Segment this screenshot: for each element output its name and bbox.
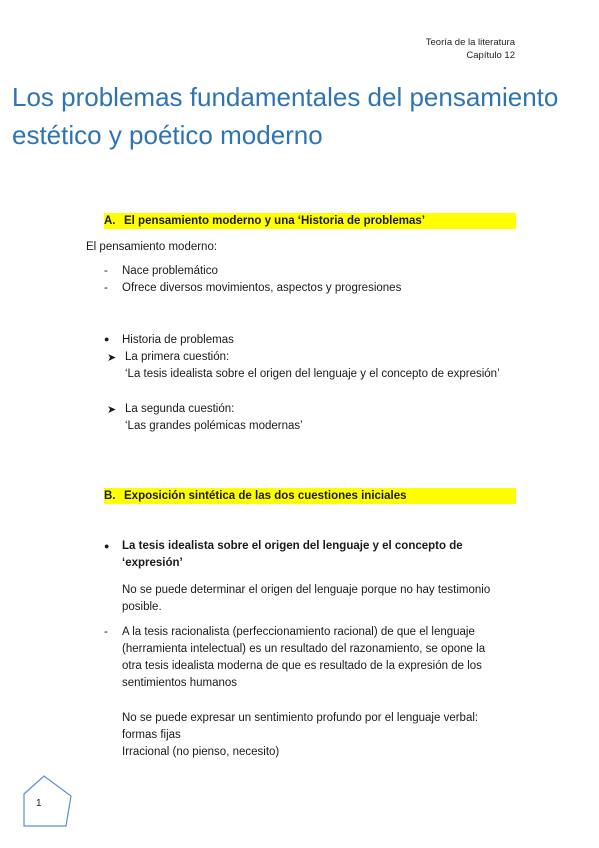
page-title [12,78,582,154]
paragraph-1-line-2: posible. [122,601,162,613]
page-marker-icon [22,774,74,830]
question-1-label: La primera cuestión: [125,351,230,363]
bullet-icon: ● [104,334,110,344]
list-item: Nace problemático [122,265,218,277]
bullet-history: Historia de problemas [122,334,234,346]
section-a-heading [104,213,516,229]
header-course: Teoría de la literatura [425,37,515,48]
section-b-title: Exposición sintética de las dos cuestiones iniciales [124,490,407,502]
bullet-icon: ● [104,541,110,551]
bullet-thesis-line-2: ‘expresión’ [122,557,183,569]
paragraph-3-line-2: formas fijas [122,729,181,741]
section-a-intro: El pensamiento moderno: [86,241,218,253]
running-header [426,36,515,62]
question-1-text: ‘La tesis idealista sobre el origen del lenguaje y el concepto de expresión’ [125,368,500,380]
paragraph-2-line-2: (herramienta intelectual) es un resultado del razonamiento, se opone la [122,643,486,655]
header-chapter: Capítulo 12 [466,50,515,61]
arrow-bullet-icon: ➤ [107,404,117,416]
arrow-bullet-icon: ➤ [107,352,117,364]
page-number: 1 [36,798,42,809]
section-b-letter: B. [104,490,116,502]
paragraph-1-line-1: No se puede determinar el origen del lenguaje porque no hay testimonio [122,584,491,596]
section-b-heading [104,488,516,504]
section-a-title: El pensamiento moderno y una ‘Historia de problemas’ [124,215,425,227]
paragraph-2-line-3: otra tesis idealista moderna de que es resultado de la expresión de los [122,660,482,672]
title-line-1: Los problemas fundamentales del pensamiento [12,82,559,112]
question-2-text: ‘Las grandes polémicas modernas’ [125,420,303,432]
bullet-thesis-line-1: La tesis idealista sobre el origen del lenguaje y el concepto de [122,540,463,552]
paragraph-3-line-1: No se puede expresar un sentimiento profundo por el lenguaje verbal: [122,712,479,724]
dash-icon: - [104,265,108,277]
dash-icon: - [104,626,108,638]
paragraph-3-line-3: Irracional (no pienso, necesito) [122,746,280,758]
list-item: Ofrece diversos movimientos, aspectos y progresiones [122,282,402,294]
section-a-letter: A. [104,215,116,227]
dash-icon: - [104,282,108,294]
question-2-label: La segunda cuestión: [125,403,235,415]
paragraph-2-line-1: A la tesis racionalista (perfeccionamiento racional) de que el lenguaje [122,626,475,638]
title-line-2: estético y poético moderno [12,120,323,150]
paragraph-2-line-4: sentimientos humanos [122,677,238,689]
